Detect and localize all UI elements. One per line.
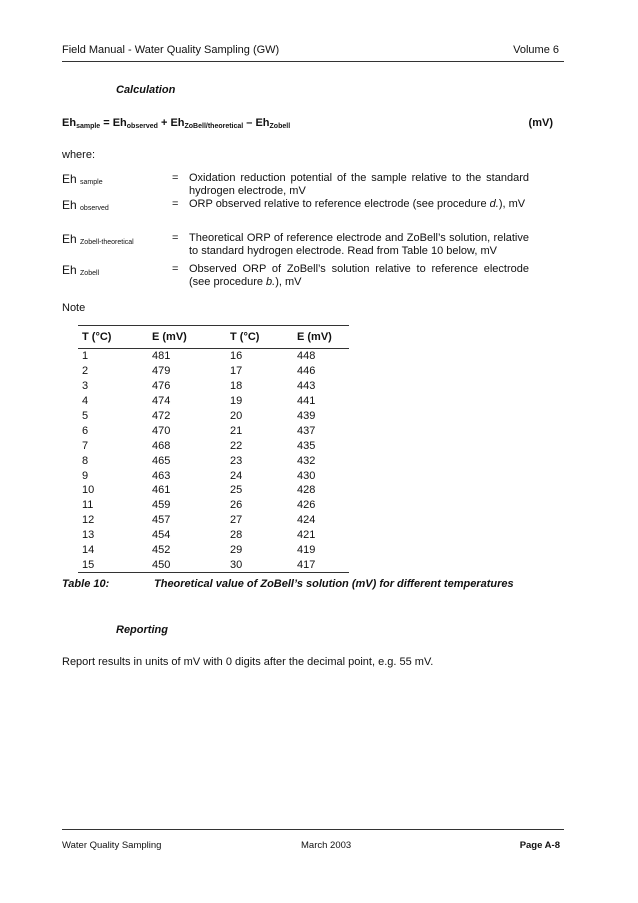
definition-equals: = <box>172 172 179 184</box>
table-cell: 3 <box>82 380 89 393</box>
definition-text: Oxidation reduction potential of the sample relative to the standard hydrogen electrode, mV <box>189 172 529 197</box>
table-cell: 15 <box>82 558 95 571</box>
table-cell: 5 <box>82 410 89 422</box>
footer-page-number: Page A-8 <box>519 840 560 851</box>
caption-text: Theoretical value of ZoBell’s solution (mV) for different temperatures <box>154 578 514 590</box>
table-cell: 424 <box>297 514 316 527</box>
column-header: T (°C) <box>230 331 260 343</box>
table-cell: 22 <box>230 439 243 452</box>
table-cell: 12 <box>82 514 95 527</box>
table-row <box>78 349 349 364</box>
reporting-heading: Reporting <box>116 624 168 636</box>
table-cell: 23 <box>230 454 243 467</box>
table-cell: 9 <box>82 469 89 482</box>
table-cell: 452 <box>152 544 171 557</box>
column-header: T (°C) <box>82 331 112 343</box>
table-cell: 474 <box>152 395 171 408</box>
table-cell: 472 <box>152 410 171 422</box>
calculation-heading: Calculation <box>116 84 176 96</box>
table-cell: 448 <box>297 350 316 363</box>
table-cell: 11 <box>82 499 94 512</box>
table-cell: 454 <box>152 529 171 542</box>
table-cell: 28 <box>230 529 243 542</box>
table-cell: 481 <box>152 350 171 363</box>
caption-label: Table 10: <box>62 578 110 590</box>
table-cell: 463 <box>152 469 171 482</box>
footer-date: March 2003 <box>301 840 352 851</box>
table-cell: 417 <box>297 558 316 571</box>
table-cell: 459 <box>152 499 171 512</box>
table-cell: 30 <box>230 558 243 571</box>
table-cell: 450 <box>152 558 171 571</box>
footer-rule <box>62 829 564 830</box>
table-caption <box>62 578 514 590</box>
table-header-row <box>78 326 349 349</box>
table-cell: 17 <box>230 365 243 378</box>
table-cell: 443 <box>297 380 316 393</box>
table-cell: 29 <box>230 544 243 557</box>
table-cell: 21 <box>230 424 243 437</box>
definition-text: ORP observed relative to reference electrode (see procedure d.), mV <box>189 198 526 210</box>
table-row <box>78 438 349 453</box>
table-cell: 446 <box>297 365 316 378</box>
table-row <box>78 468 349 483</box>
table-cell: 426 <box>297 499 316 512</box>
table-row <box>78 557 349 572</box>
table-cell: 24 <box>230 469 243 482</box>
table-cell: 20 <box>230 410 243 422</box>
table-cell: 457 <box>152 514 171 527</box>
table-cell: 10 <box>82 484 95 497</box>
table-cell: 8 <box>82 454 89 467</box>
table-row <box>78 498 349 513</box>
definition-symbol: Eh $_{observed}$ <box>62 198 109 212</box>
definition-text: Observed ORP of ZoBell’s solution relative to reference electrode (see procedure b.), mV <box>189 263 529 288</box>
table-cell: 27 <box>230 514 243 527</box>
definition-symbol: Eh $_{Zobell-theoretical}$ <box>62 232 134 246</box>
table-cell: 7 <box>82 439 89 452</box>
reporting-text: Report results in units of mV with 0 digits after the decimal point, e.g. 55 mV. <box>62 656 434 668</box>
table-row <box>78 379 349 394</box>
footer-left: Water Quality Sampling <box>62 840 162 851</box>
table-row <box>78 423 349 438</box>
table-cell: 432 <box>297 454 316 467</box>
table-cell: 441 <box>297 395 316 408</box>
definition-equals: = <box>172 263 179 275</box>
table-cell: 14 <box>82 544 95 557</box>
header-volume: Volume 6 <box>513 44 559 56</box>
table-cell: 4 <box>82 395 89 408</box>
table-cell: 419 <box>297 544 316 557</box>
table-cell: 19 <box>230 395 243 408</box>
table-cell: 430 <box>297 469 316 482</box>
table-row <box>78 528 349 543</box>
table-cell: 421 <box>297 529 316 542</box>
column-header: E (mV) <box>152 331 187 343</box>
definition-equals: = <box>172 232 179 244</box>
definition-equals: = <box>172 198 179 210</box>
table-row <box>78 364 349 379</box>
note-label: Note <box>62 302 86 314</box>
table-cell: 461 <box>152 484 171 497</box>
header-rule <box>62 61 564 62</box>
table-cell: 479 <box>152 365 171 378</box>
table-cell: 13 <box>82 529 95 542</box>
table-cell: 25 <box>230 484 243 497</box>
table-cell: 6 <box>82 424 89 437</box>
table-cell: 1 <box>82 350 89 363</box>
table-cell: 16 <box>230 350 243 363</box>
definition-text: Theoretical ORP of reference electrode and ZoBell’s solution, relative to standard hydrogen electrode. Read from Table 10 below, mV <box>189 232 529 257</box>
table-cell: 476 <box>152 380 171 393</box>
table-row <box>78 394 349 409</box>
table-row <box>78 409 349 424</box>
column-header: E (mV) <box>297 331 332 343</box>
zobell-table <box>78 325 349 573</box>
table-cell: 465 <box>152 454 171 467</box>
table-row <box>78 483 349 498</box>
equation-unit: (mV) <box>528 117 553 129</box>
table-cell: 18 <box>230 380 243 393</box>
equation: $Eh_{sample} = Eh_{observed} + Eh_{ZoBell/theoretical} - Eh_{Zobell}$ <box>62 117 291 130</box>
table-row <box>78 453 349 468</box>
table-cell: 428 <box>297 484 316 497</box>
table-cell: 2 <box>82 365 89 378</box>
where-label: where: <box>62 149 96 161</box>
table-row <box>78 543 349 558</box>
definition-symbol: Eh $_{sample}$ <box>62 172 103 186</box>
table-cell: 468 <box>152 439 171 452</box>
table-cell: 470 <box>152 424 171 437</box>
table-cell: 437 <box>297 424 316 437</box>
table-cell: 26 <box>230 499 243 512</box>
definition-symbol: Eh $_{Zobell}$ <box>62 263 100 277</box>
table-cell: 439 <box>297 410 316 422</box>
table-row <box>78 513 349 528</box>
header-title: Field Manual - Water Quality Sampling (GW) <box>62 44 280 56</box>
table-cell: 435 <box>297 439 316 452</box>
